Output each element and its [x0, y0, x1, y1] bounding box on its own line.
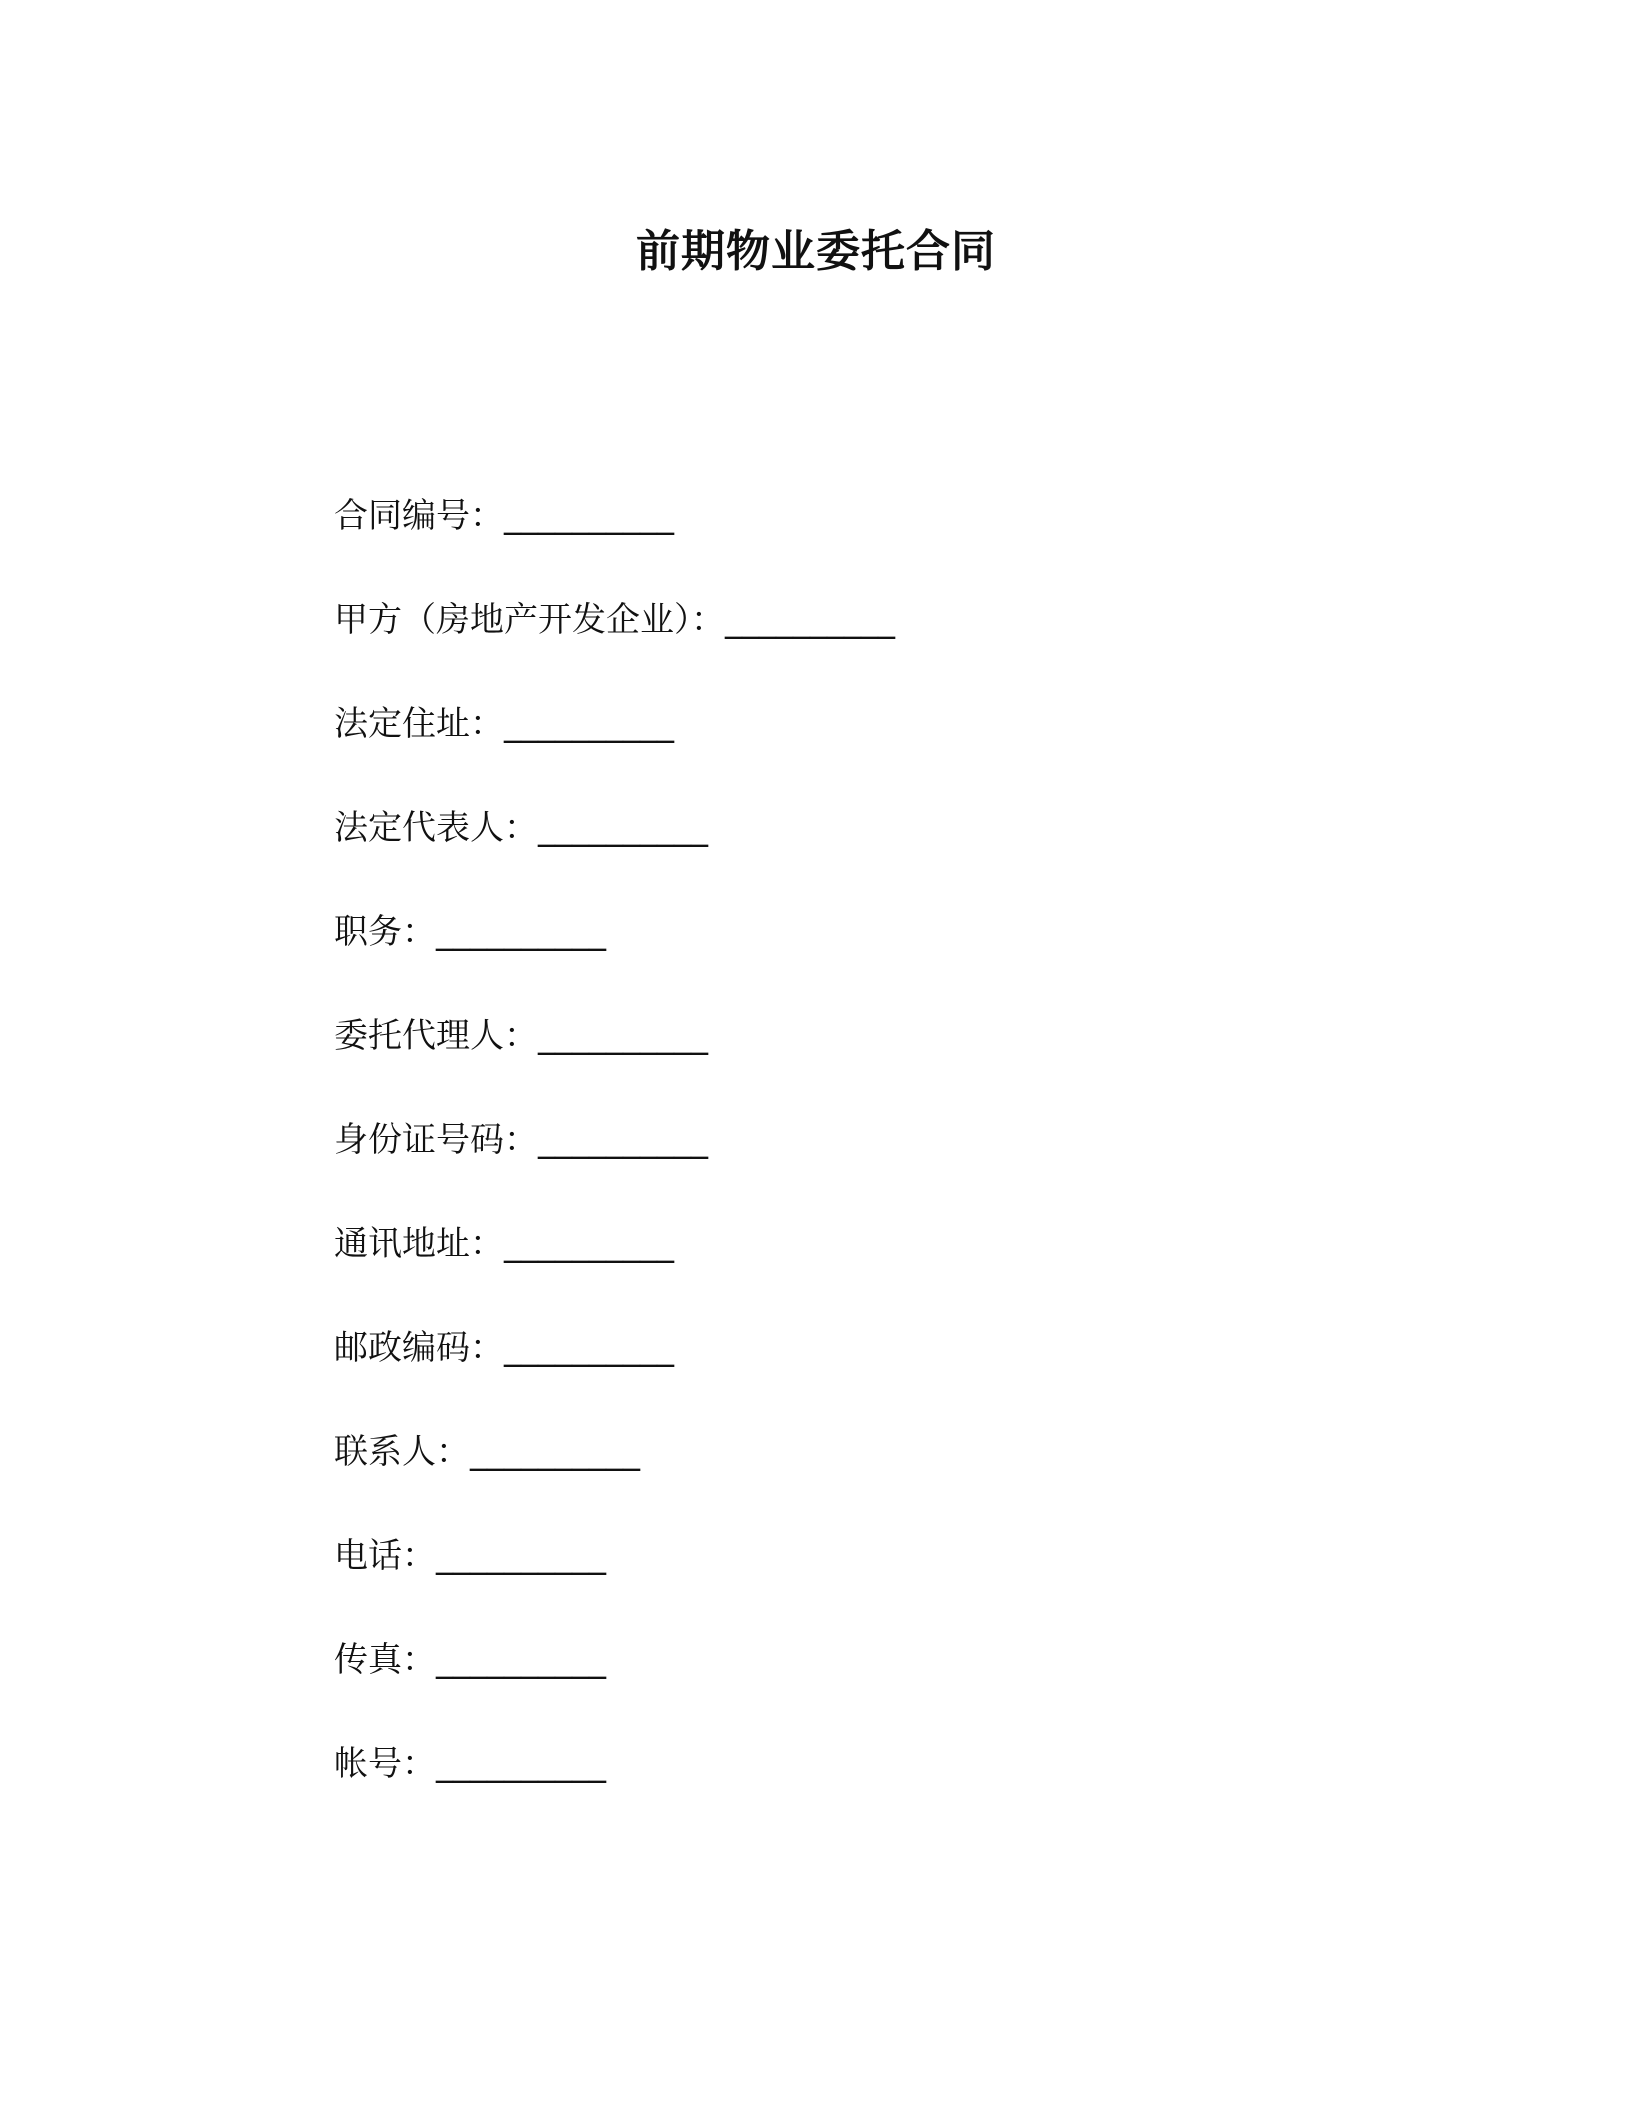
field-postal-code: [334, 1320, 1334, 1424]
field-blank: __________: [538, 1016, 708, 1056]
field-blank: __________: [470, 1432, 640, 1472]
field-label: 甲方（房地产开发企业）：: [334, 600, 725, 640]
field-label: 职务：: [334, 912, 436, 952]
field-label: 法定住址：: [334, 704, 504, 744]
field-phone: [334, 1528, 1334, 1632]
field-fax: [334, 1632, 1334, 1736]
field-legal-representative: [334, 800, 1334, 904]
contract-fields: [334, 488, 1334, 1840]
field-party-a: [334, 592, 1334, 696]
field-legal-address: [334, 696, 1334, 800]
field-authorized-agent: [334, 1008, 1334, 1112]
field-contract-number: [334, 488, 1334, 592]
field-label: 合同编号：: [334, 496, 504, 536]
field-blank: __________: [436, 1640, 606, 1680]
field-position: [334, 904, 1334, 1008]
field-blank: __________: [725, 600, 895, 640]
field-label: 身份证号码：: [334, 1120, 538, 1160]
field-label: 传真：: [334, 1640, 436, 1680]
field-blank: __________: [436, 912, 606, 952]
field-blank: __________: [504, 496, 674, 536]
field-mailing-address: [334, 1216, 1334, 1320]
field-label: 邮政编码：: [334, 1328, 504, 1368]
field-blank: __________: [436, 1744, 606, 1784]
field-label: 电话：: [334, 1536, 436, 1576]
field-blank: __________: [538, 808, 708, 848]
document-title: 前期物业委托合同: [636, 226, 996, 277]
field-blank: __________: [538, 1120, 708, 1160]
field-id-number: [334, 1112, 1334, 1216]
field-account-number: [334, 1736, 1334, 1840]
field-label: 通讯地址：: [334, 1224, 504, 1264]
field-blank: __________: [504, 704, 674, 744]
field-blank: __________: [504, 1328, 674, 1368]
field-blank: __________: [436, 1536, 606, 1576]
field-contact-person: [334, 1424, 1334, 1528]
field-blank: __________: [504, 1224, 674, 1264]
field-label: 帐号：: [334, 1744, 436, 1784]
field-label: 法定代表人：: [334, 808, 538, 848]
field-label: 委托代理人：: [334, 1016, 538, 1056]
field-label: 联系人：: [334, 1432, 470, 1472]
